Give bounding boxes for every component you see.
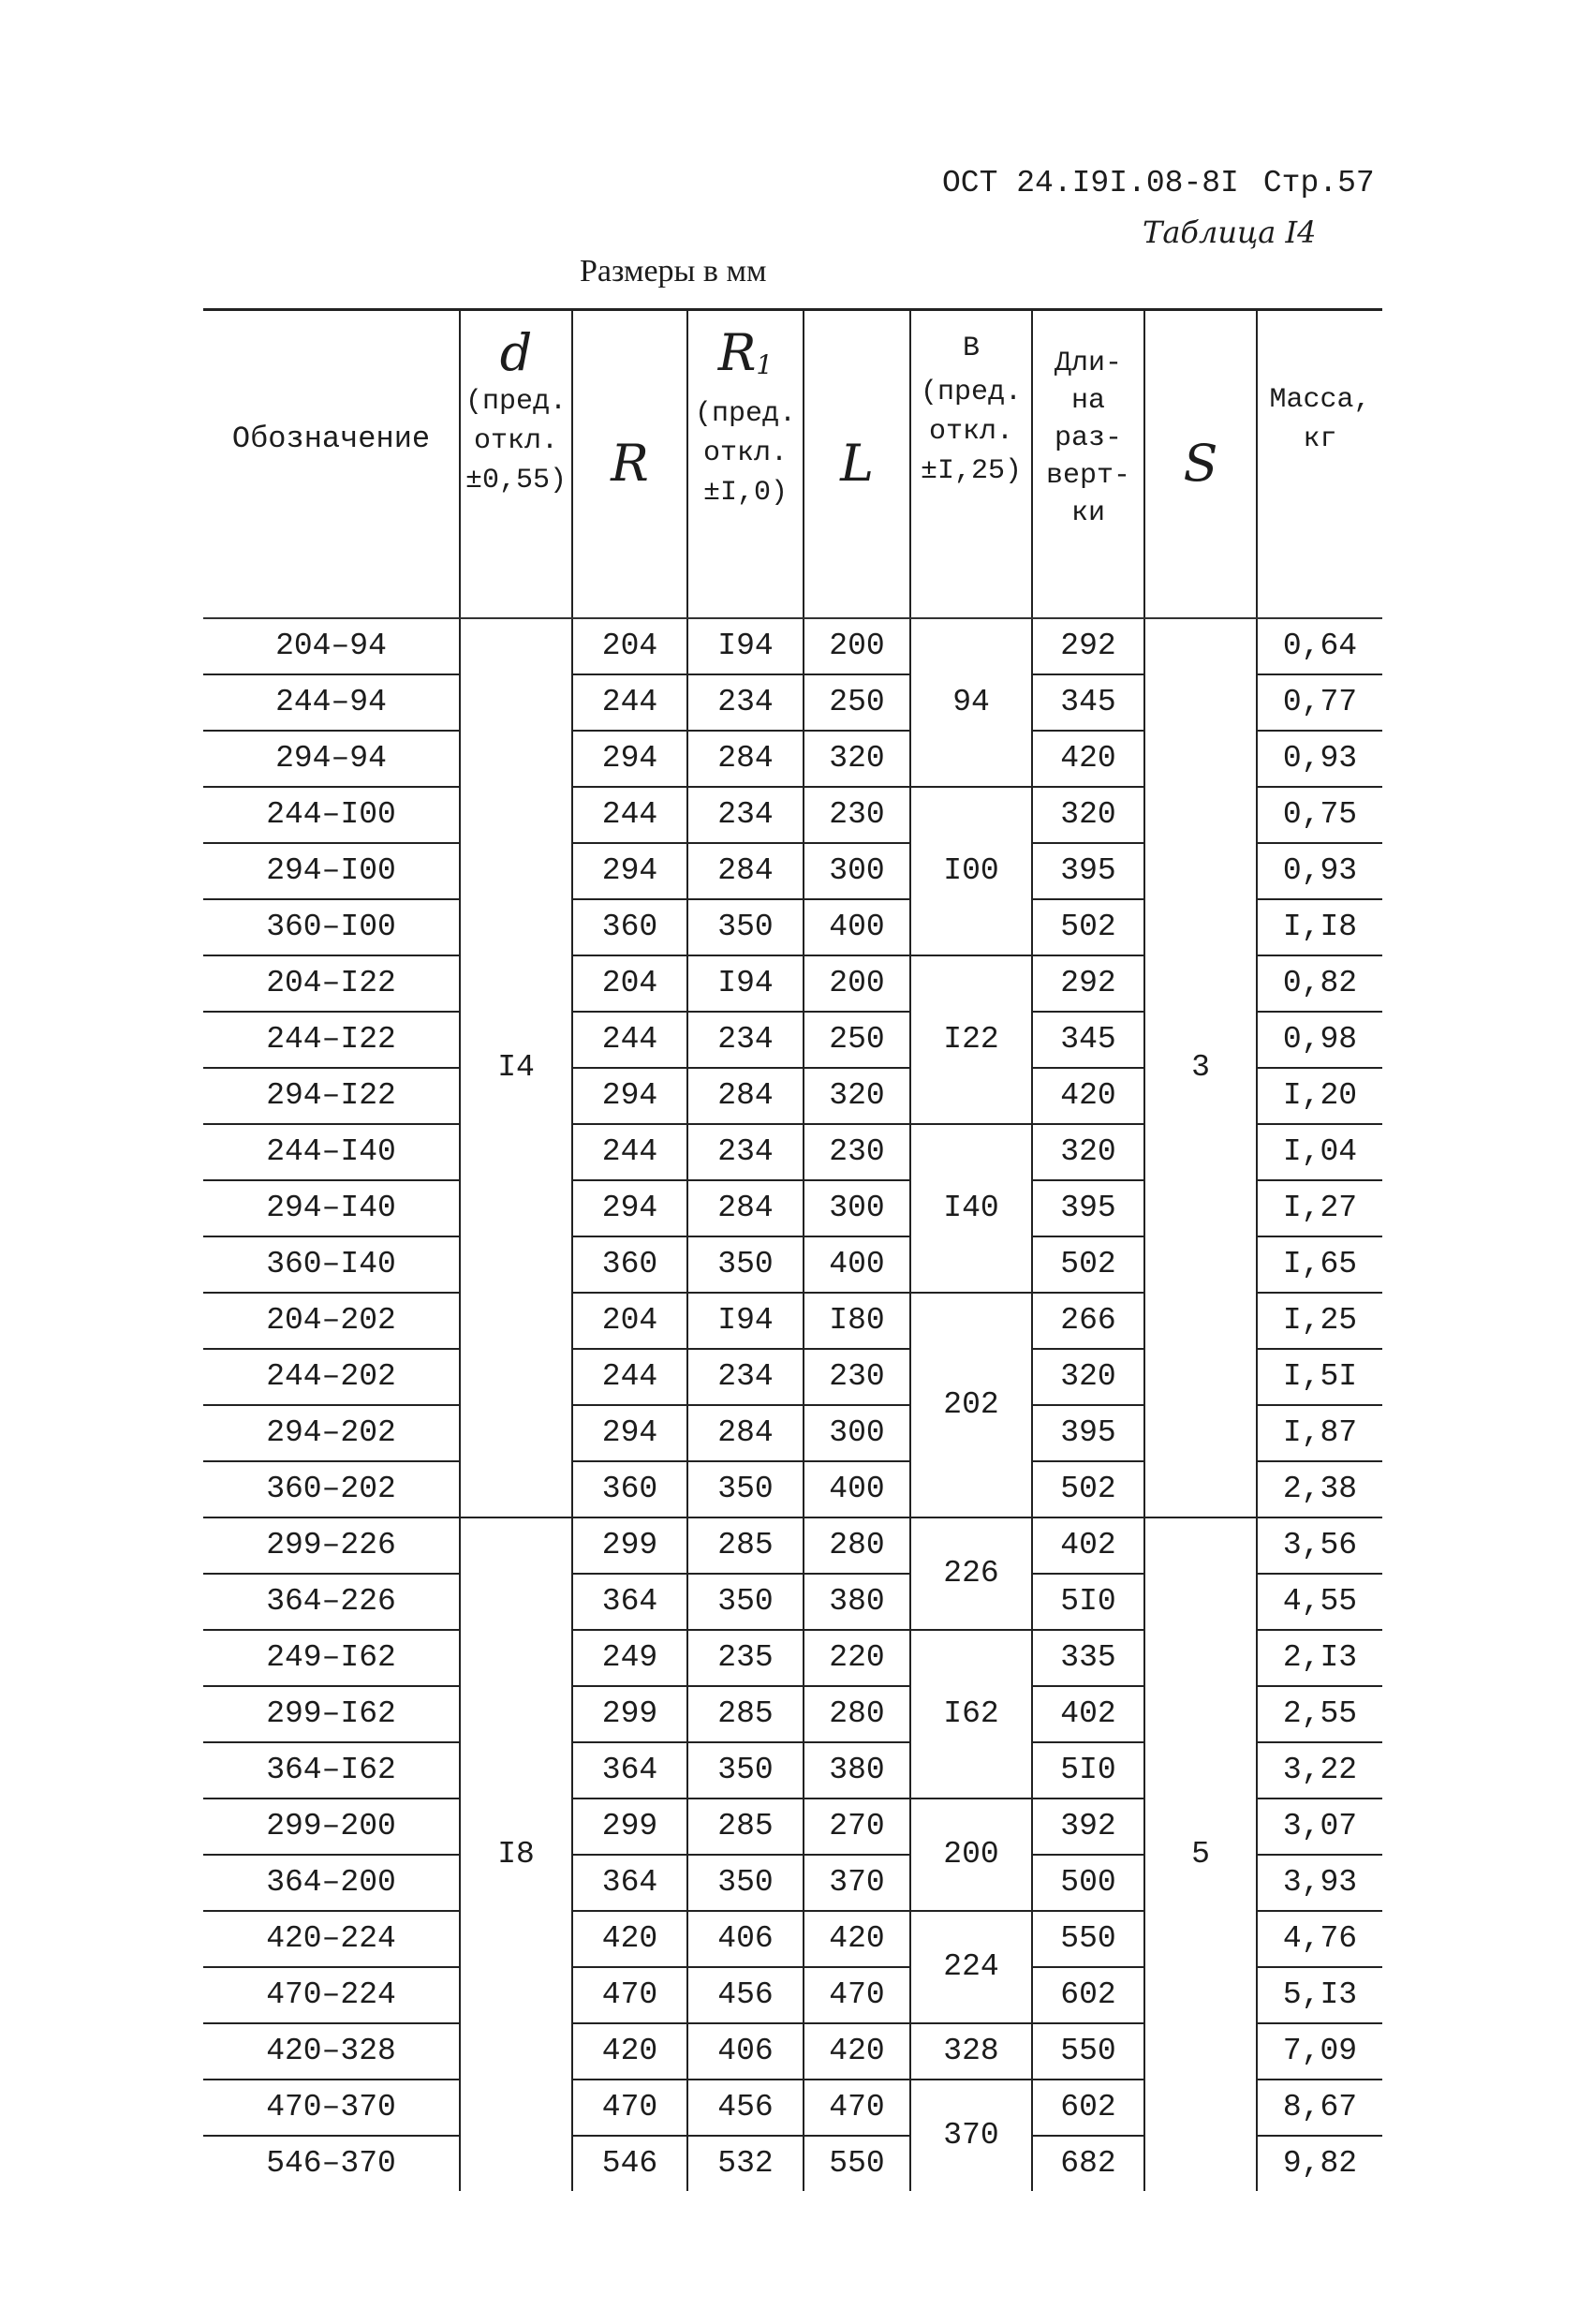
l-value-cell: 470 — [804, 1967, 910, 2023]
l-value-cell: 380 — [804, 1574, 910, 1630]
designation-cell: 470–224 — [203, 1967, 460, 2023]
r1-value-cell: 285 — [687, 1799, 804, 1855]
l-value-cell: I80 — [804, 1293, 910, 1349]
r1-value-cell: 284 — [687, 1405, 804, 1461]
d-note-line3: ±0,55) — [465, 465, 568, 496]
mass-cell: 4,55 — [1257, 1574, 1382, 1630]
r-value-cell: 294 — [572, 1405, 687, 1461]
developed-length-cell: 420 — [1032, 1068, 1144, 1124]
r1-note-line1: (пред. — [694, 398, 797, 430]
r1-value-cell: 350 — [687, 1461, 804, 1517]
r-value-cell: 294 — [572, 1068, 687, 1124]
r1-value-cell: I94 — [687, 955, 804, 1012]
mass-cell: 2,38 — [1257, 1461, 1382, 1517]
developed-length-cell: 402 — [1032, 1686, 1144, 1742]
l-symbol: L — [840, 434, 874, 493]
b-value-cell: I00 — [910, 787, 1032, 955]
mass-cell: I,I8 — [1257, 899, 1382, 955]
r1-value-cell: 284 — [687, 1068, 804, 1124]
mass-cell: I,87 — [1257, 1405, 1382, 1461]
developed-length-cell: 502 — [1032, 1236, 1144, 1293]
d-symbol: d — [499, 323, 533, 382]
r1-value-cell: 456 — [687, 1967, 804, 2023]
developed-length-cell: 395 — [1032, 843, 1144, 899]
length-label-line5: ки — [1070, 497, 1105, 529]
r-value-cell: 294 — [572, 1180, 687, 1236]
b-symbol: В — [962, 333, 980, 364]
designation-cell: 249–I62 — [203, 1630, 460, 1686]
r1-value-cell: 234 — [687, 1012, 804, 1068]
r1-value-cell: 350 — [687, 1742, 804, 1799]
r-value-cell: 204 — [572, 1293, 687, 1349]
column-header-developed-length — [1032, 310, 1144, 618]
r1-value-cell: 284 — [687, 843, 804, 899]
mass-cell: 0,82 — [1257, 955, 1382, 1012]
designation-cell: 244–I40 — [203, 1124, 460, 1180]
b-value-cell: 94 — [910, 618, 1032, 787]
d-value-cell: I8 — [460, 1517, 572, 2191]
mass-cell: 0,93 — [1257, 731, 1382, 787]
l-value-cell: 400 — [804, 1236, 910, 1293]
designation-cell: 546–370 — [203, 2136, 460, 2191]
r1-value-cell: 285 — [687, 1686, 804, 1742]
developed-length-cell: 335 — [1032, 1630, 1144, 1686]
l-value-cell: 420 — [804, 1911, 910, 1967]
standard-number: ОСТ 24.I9I.08-8I — [942, 166, 1239, 200]
l-value-cell: 370 — [804, 1855, 910, 1911]
r1-value-cell: 532 — [687, 2136, 804, 2191]
length-label-line1: Дли- — [1054, 348, 1122, 379]
r1-symbol-letter: R — [717, 323, 757, 382]
mass-cell: 8,67 — [1257, 2080, 1382, 2136]
mass-cell: 3,22 — [1257, 1742, 1382, 1799]
b-note-line2: откл. — [928, 416, 1013, 448]
developed-length-cell: 292 — [1032, 618, 1144, 674]
dimensions-table — [203, 308, 1382, 2191]
r1-value-cell: 456 — [687, 2080, 804, 2136]
page-number: Стр.57 — [1262, 166, 1375, 200]
l-value-cell: 250 — [804, 1012, 910, 1068]
l-value-cell: 320 — [804, 1068, 910, 1124]
r1-value-cell: 350 — [687, 1855, 804, 1911]
table-body — [203, 618, 1382, 2191]
b-value-cell: 328 — [910, 2023, 1032, 2080]
r-value-cell: 360 — [572, 1236, 687, 1293]
developed-length-cell: 395 — [1032, 1405, 1144, 1461]
mass-label-line1: Масса, — [1269, 384, 1371, 416]
developed-length-cell: 682 — [1032, 2136, 1144, 2191]
r1-value-cell: 234 — [687, 787, 804, 843]
mass-cell: I,20 — [1257, 1068, 1382, 1124]
l-value-cell: 400 — [804, 899, 910, 955]
mass-cell: 2,55 — [1257, 1686, 1382, 1742]
r1-value-cell: 350 — [687, 1574, 804, 1630]
r-value-cell: 364 — [572, 1574, 687, 1630]
l-value-cell: 220 — [804, 1630, 910, 1686]
r-value-cell: 420 — [572, 2023, 687, 2080]
designation-cell: 420–224 — [203, 1911, 460, 1967]
mass-cell: I,25 — [1257, 1293, 1382, 1349]
designation-cell: 294–I22 — [203, 1068, 460, 1124]
designation-cell: 360–I40 — [203, 1236, 460, 1293]
r-symbol: R — [611, 434, 649, 493]
mass-cell: I,04 — [1257, 1124, 1382, 1180]
developed-length-cell: 345 — [1032, 674, 1144, 731]
r1-value-cell: 234 — [687, 1124, 804, 1180]
column-header-designation — [203, 310, 460, 618]
b-value-cell: I22 — [910, 955, 1032, 1124]
l-value-cell: 380 — [804, 1742, 910, 1799]
developed-length-cell: 502 — [1032, 899, 1144, 955]
r1-value-cell: I94 — [687, 1293, 804, 1349]
r-value-cell: 299 — [572, 1517, 687, 1574]
length-label-line2: на — [1070, 385, 1105, 417]
r-value-cell: 244 — [572, 787, 687, 843]
r1-value-cell: 285 — [687, 1517, 804, 1574]
units-note: Размеры в мм — [580, 254, 767, 289]
mass-cell: I,5I — [1257, 1349, 1382, 1405]
r1-value-cell: 284 — [687, 1180, 804, 1236]
r1-value-cell: 406 — [687, 1911, 804, 1967]
designation-cell: 364–200 — [203, 1855, 460, 1911]
l-value-cell: 400 — [804, 1461, 910, 1517]
designation-cell: 299–I62 — [203, 1686, 460, 1742]
table-header-row — [203, 310, 1382, 618]
mass-cell: I,27 — [1257, 1180, 1382, 1236]
developed-length-cell: 602 — [1032, 2080, 1144, 2136]
designation-cell: 244–94 — [203, 674, 460, 731]
designation-cell: 204–I22 — [203, 955, 460, 1012]
r-value-cell: 470 — [572, 2080, 687, 2136]
l-value-cell: 420 — [804, 2023, 910, 2080]
r-value-cell: 244 — [572, 1124, 687, 1180]
r-value-cell: 249 — [572, 1630, 687, 1686]
designation-cell: 364–I62 — [203, 1742, 460, 1799]
d-note-line1: (пред. — [465, 386, 568, 418]
mass-cell: 3,56 — [1257, 1517, 1382, 1574]
s-value-cell: 3 — [1144, 618, 1257, 1517]
r-value-cell: 299 — [572, 1799, 687, 1855]
mass-cell: 0,93 — [1257, 843, 1382, 899]
l-value-cell: 230 — [804, 787, 910, 843]
r1-symbol — [688, 324, 803, 394]
designation-label: Обозначение — [231, 422, 431, 456]
l-value-cell: 200 — [804, 955, 910, 1012]
r-value-cell: 364 — [572, 1855, 687, 1911]
l-value-cell: 300 — [804, 1405, 910, 1461]
developed-length-cell: 320 — [1032, 1124, 1144, 1180]
document-header — [942, 165, 1375, 202]
designation-cell: 204–202 — [203, 1293, 460, 1349]
developed-length-cell: 320 — [1032, 1349, 1144, 1405]
designation-cell: 244–I00 — [203, 787, 460, 843]
designation-cell: 299–226 — [203, 1517, 460, 1574]
length-label-line4: верт- — [1045, 460, 1130, 492]
designation-cell: 294–202 — [203, 1405, 460, 1461]
table-title: Таблица I4 — [1143, 215, 1317, 250]
r-value-cell: 420 — [572, 1911, 687, 1967]
column-header-r1 — [687, 310, 804, 618]
column-header-mass — [1257, 310, 1382, 618]
s-value-cell: 5 — [1144, 1517, 1257, 2191]
designation-cell: 244–I22 — [203, 1012, 460, 1068]
b-note-line1: (пред. — [920, 377, 1023, 408]
l-value-cell: 470 — [804, 2080, 910, 2136]
d-note-line2: откл. — [473, 425, 558, 457]
column-header-l — [804, 310, 910, 618]
developed-length-cell: 345 — [1032, 1012, 1144, 1068]
designation-cell: 360–202 — [203, 1461, 460, 1517]
b-value-cell: I62 — [910, 1630, 1032, 1799]
table-row — [203, 1517, 1382, 1574]
developed-length-cell: 550 — [1032, 2023, 1144, 2080]
column-header-d — [460, 310, 572, 618]
r1-note-line3: ±I,0) — [702, 477, 788, 509]
developed-length-cell: 550 — [1032, 1911, 1144, 1967]
column-header-r — [572, 310, 687, 618]
designation-cell: 299–200 — [203, 1799, 460, 1855]
mass-cell: 5,I3 — [1257, 1967, 1382, 2023]
mass-cell: 0,75 — [1257, 787, 1382, 843]
r-value-cell: 244 — [572, 1349, 687, 1405]
l-value-cell: 270 — [804, 1799, 910, 1855]
developed-length-cell: 392 — [1032, 1799, 1144, 1855]
mass-cell: 3,07 — [1257, 1799, 1382, 1855]
r-value-cell: 294 — [572, 731, 687, 787]
r1-value-cell: 234 — [687, 674, 804, 731]
developed-length-cell: 502 — [1032, 1461, 1144, 1517]
r-value-cell: 204 — [572, 618, 687, 674]
b-value-cell: 370 — [910, 2080, 1032, 2191]
l-value-cell: 230 — [804, 1349, 910, 1405]
l-value-cell: 550 — [804, 2136, 910, 2191]
l-value-cell: 320 — [804, 731, 910, 787]
l-value-cell: 230 — [804, 1124, 910, 1180]
mass-cell: 4,76 — [1257, 1911, 1382, 1967]
mass-cell: 2,I3 — [1257, 1630, 1382, 1686]
mass-cell: 3,93 — [1257, 1855, 1382, 1911]
mass-cell: 7,09 — [1257, 2023, 1382, 2080]
r1-value-cell: 235 — [687, 1630, 804, 1686]
l-value-cell: 300 — [804, 1180, 910, 1236]
r1-note-line2: откл. — [702, 437, 788, 469]
l-value-cell: 300 — [804, 843, 910, 899]
developed-length-cell: 292 — [1032, 955, 1144, 1012]
column-header-s — [1144, 310, 1257, 618]
mass-cell: 0,64 — [1257, 618, 1382, 674]
developed-length-cell: 320 — [1032, 787, 1144, 843]
developed-length-cell: 602 — [1032, 1967, 1144, 2023]
r-value-cell: 546 — [572, 2136, 687, 2191]
b-value-cell: I40 — [910, 1124, 1032, 1293]
l-value-cell: 280 — [804, 1686, 910, 1742]
developed-length-cell: 402 — [1032, 1517, 1144, 1574]
mass-cell: 9,82 — [1282, 2145, 1358, 2181]
b-value-cell: 224 — [910, 1911, 1032, 2023]
developed-length-cell: 266 — [1032, 1293, 1144, 1349]
r-value-cell: 360 — [572, 899, 687, 955]
r1-value-cell: 406 — [687, 2023, 804, 2080]
r-value-cell: 204 — [572, 955, 687, 1012]
designation-cell: 470–370 — [203, 2080, 460, 2136]
b-value-cell: 202 — [910, 1293, 1032, 1517]
designation-cell: 294–I00 — [203, 843, 460, 899]
developed-length-cell: 500 — [1032, 1855, 1144, 1911]
designation-cell: 244–202 — [203, 1349, 460, 1405]
d-value-cell: I4 — [460, 618, 572, 1517]
r1-symbol-subscript: 1 — [756, 349, 774, 380]
designation-cell: 204–94 — [203, 618, 460, 674]
developed-length-cell: 420 — [1032, 731, 1144, 787]
r-value-cell: 294 — [572, 843, 687, 899]
s-symbol: S — [1183, 434, 1218, 493]
l-value-cell: 200 — [804, 618, 910, 674]
designation-cell: 294–I40 — [203, 1180, 460, 1236]
r-value-cell: 360 — [572, 1461, 687, 1517]
developed-length-cell: 5I0 — [1032, 1742, 1144, 1799]
designation-cell: 294–94 — [203, 731, 460, 787]
r-value-cell: 244 — [572, 674, 687, 731]
b-value-cell: 200 — [910, 1799, 1032, 1911]
column-header-b — [910, 310, 1032, 618]
designation-cell: 364–226 — [203, 1574, 460, 1630]
r1-value-cell: 234 — [687, 1349, 804, 1405]
mass-cell: I,65 — [1257, 1236, 1382, 1293]
b-note-line3: ±I,25) — [920, 455, 1023, 487]
designation-cell: 360–I00 — [203, 899, 460, 955]
r-value-cell: 299 — [572, 1686, 687, 1742]
l-value-cell: 250 — [804, 674, 910, 731]
table-row — [203, 618, 1382, 674]
designation-cell: 420–328 — [203, 2023, 460, 2080]
r-value-cell: 364 — [572, 1742, 687, 1799]
r1-value-cell: 350 — [687, 1236, 804, 1293]
r1-value-cell: I94 — [687, 618, 804, 674]
b-value-cell: 226 — [910, 1517, 1032, 1630]
r1-value-cell: 284 — [687, 731, 804, 787]
l-value-cell: 280 — [804, 1517, 910, 1574]
r1-value-cell: 350 — [687, 899, 804, 955]
developed-length-cell: 395 — [1032, 1180, 1144, 1236]
length-label-line3: раз- — [1054, 422, 1122, 454]
mass-cell: 0,98 — [1257, 1012, 1382, 1068]
r-value-cell: 244 — [572, 1012, 687, 1068]
developed-length-cell: 5I0 — [1032, 1574, 1144, 1630]
r-value-cell: 470 — [572, 1967, 687, 2023]
mass-cell: 0,77 — [1257, 674, 1382, 731]
mass-label-line2: кг — [1303, 423, 1337, 455]
